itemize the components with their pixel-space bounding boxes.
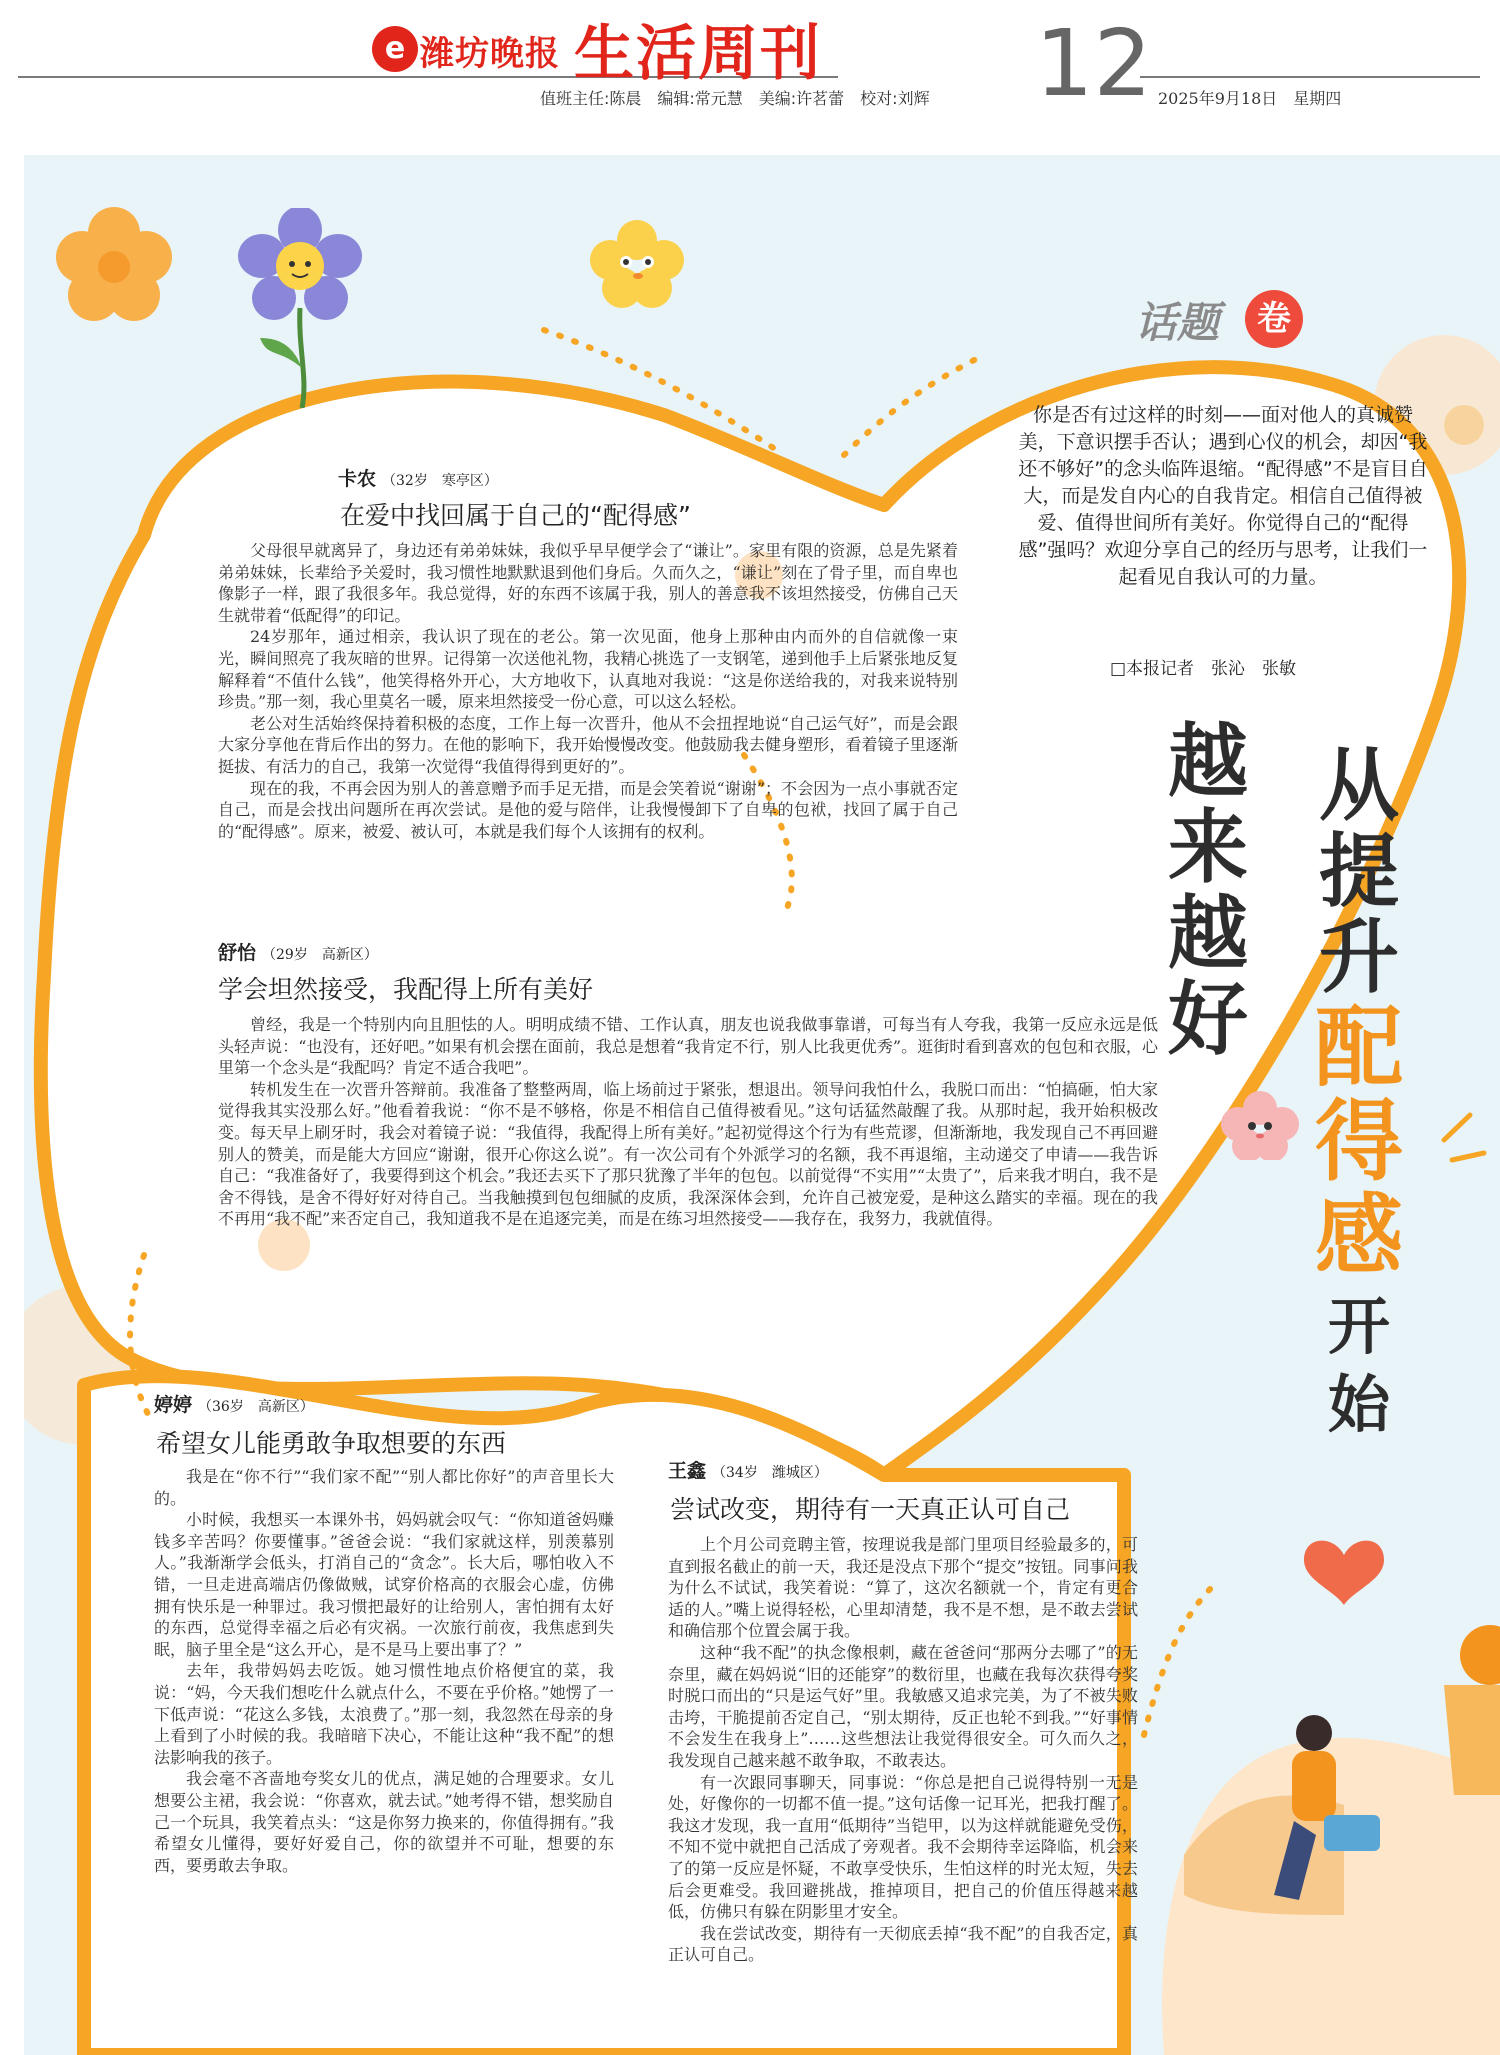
headline-char: 升 [1319, 911, 1399, 1004]
article-paragraph: 有一次跟同事聊天，同事说：“你总是把自己说得特别一无是处，好像你的一切都不值一提。”这句话像一记耳光，把我打醒了。我这才发现，我一直用“低期待”当铠甲，以为这样就能避免受伤，不知不觉中就把自己活成了旁观者。我不会期待幸运降临，机会来了的第一反应是怀疑，不敢享受快乐，生怕这样的时光太短，失去后会更难受。我回避挑战，推掉项目，把自己的价值压得越来越低，仿佛只有躲在阴影里才安全。 [668, 1772, 1138, 1922]
reporter-byline: □本报记者 张沁 张敏 [1110, 659, 1297, 679]
article-paragraph: 曾经，我是一个特别内向且胆怯的人。明明成绩不错、工作认真，朋友也说我做事靠谱，可每当有人夸我，我第一反应永远是低头轻声说：“也没有，还好吧。”如果有机会摆在面前，我总是想着“我肯定不行，别人比我更优秀”。逛街时看到喜欢的包包和衣服，心里第一个念头是“我配吗？肯定不适合我吧”。 [218, 1015, 1158, 1078]
article-paragraph: 父母很早就离异了，身边还有弟弟妹妹，我似乎早早便学会了“谦让”。家里有限的资源，总是先紧着弟弟妹妹，长辈给予关爱时，我习惯性地默默退到他们身后。久而久之，“谦让”刻在了骨子里，而自卑也像影子一样，跟了我很多年。我总觉得，好的东西不该属于我，别人的善意我不该坦然接受，仿佛自己天生就带着“低配得”的印记。 [218, 541, 958, 625]
article-paragraph: 我在尝试改变，期待有一天彻底丢掉“我不配”的自我否定，真正认可自己。 [668, 1923, 1138, 1965]
headline-char: 好 [1168, 973, 1248, 1066]
masthead [0, 0, 1500, 150]
headline-accent-char: 得 [1315, 1090, 1404, 1193]
headline-column-a [1168, 715, 1248, 1066]
article-paragraph: 老公对生活始终保持着积极的态度，工作上每一次晋升，他从不会扭捏地说“自己运气好”，而是会跟大家分享他在背后作出的努力。在他的影响下，我开始慢慢改变。他鼓励我去健身塑形，看着镜子里逐渐挺拔、有活力的自己，我第一次觉得“我值得得到更好的”。 [218, 713, 958, 776]
headline-char: 从 [1319, 739, 1399, 832]
article-body [218, 540, 958, 842]
article-paragraph: 上个月公司竞聘主管，按理说我是部门里项目经验最多的，可直到报名截止的前一天，我还是没点下那个“提交”按钮。同事问我为什么不试试，我笑着说：“算了，这次名额就一个，肯定有更合适的人。”嘴上说得轻松，心里却清楚，我不是不想，是不敢去尝试和确信那个位置会属于我。 [668, 1535, 1138, 1641]
article-paragraph: 我是在“你不行”“我们家不配”“别人都比你好”的声音里长大的。 [154, 1467, 614, 1508]
orange-flower-icon [54, 205, 174, 325]
yellow-flower-icon [590, 218, 685, 308]
headline-accent-char: 感 [1315, 1184, 1404, 1287]
purple-flower-icon [238, 208, 368, 408]
headline-char: 越 [1168, 715, 1248, 808]
page-number: 12 [1035, 10, 1153, 117]
staff-credits: 值班主任:陈晨 编辑:常元慧 美编:许茗蕾 校对:刘辉 [540, 89, 930, 108]
pink-flower-icon [1220, 1090, 1300, 1160]
article-paragraph: 我会毫不吝啬地夸奖女儿的优点，满足她的合理要求。女儿想要公主裙，我会说：“你喜欢，就去试。”她考得不错，想奖励自己一个玩具，我笑着点头：“这是你努力换来的，你值得拥有。”我希望女儿懂得，要好好爱自己，你的欲望并不可耻，想要的东西，要勇敢去争取。 [154, 1769, 614, 1875]
headline-accent-char: 配 [1315, 996, 1404, 1099]
article-title: 希望女儿能勇敢争取想要的东西 [156, 1429, 507, 1458]
article-author: 王鑫 （34岁 潍城区） [668, 1460, 828, 1482]
topic-tag: 话题 [1135, 298, 1220, 347]
article-author: 舒怡 （29岁 高新区） [218, 942, 378, 964]
article-author: 卡农 （32岁 寒亭区） [338, 468, 498, 490]
newspaper-logo-icon: e [372, 26, 418, 72]
headline-column-b [1315, 739, 1404, 1442]
article-paragraph: 24岁那年，通过相亲，我认识了现在的老公。第一次见面，他身上那种由内而外的自信就像一束光，瞬间照亮了我灰暗的世界。记得第一次送他礼物，我精心挑选了一支钢笔，递到他手上后紧张地反复解释着“不值什么钱”，他笑得格外开心，大方地收下，认真地对我说：“这是你送给我的，对我来说特别珍贵。”那一刻，我心里莫名一暖，原来坦然接受一份心意，可以这么轻松。 [218, 627, 958, 712]
article-body [154, 1466, 614, 1876]
headline-char: 提 [1319, 825, 1399, 918]
headline-char: 越 [1168, 887, 1248, 980]
article-paragraph: 这种“我不配”的执念像根刺，藏在爸爸问“那两分去哪了”的无奈里，藏在妈妈说“旧的还能穿”的数衍里，也藏在我每次获得夸奖时脱口而出的“只是运气好”里。我敏感又追求完美，为了不被失败击垮，干脆提前否定自己，“别太期待，反正也轮不到我。”“好事情不会发生在我身上”……这些想法让我觉得很安全。可久而久之，我发现自己越来越不敢争取，不敢表达。 [668, 1642, 1138, 1770]
article-body [218, 1014, 1158, 1230]
article-paragraph: 去年，我带妈妈去吃饭。她习惯性地点价格便宜的菜，我说：“妈，今天我们想吃什么就点什么，不要在乎价格。”她愣了一下低声说：“花这么多钱，太浪费了。”那一刻，我忽然在母亲的身上看到了小时候的我。我暗暗下决心，不能让这种“我不配”的想法影响我的孩子。 [154, 1661, 614, 1767]
article-paragraph: 小时候，我想买一本课外书，妈妈就会叹气：“你知道爸妈赚钱多辛苦吗？你要懂事。”爸爸会说：“我们家就这样，别羡慕别人。”我渐渐学会低头，打消自己的“贪念”。长大后，哪怕收入不错，一旦走进高端店仍像做贼，试穿价格高的衣服会心虚，仿佛拥有快乐是一种罪过。我习惯把最好的让给别人，害怕拥有太好的东西，总觉得幸福之后必有灾祸。一次旅行前夜，我焦虑到失眠，脑子里全是“这么开心，是不是马上要出事了？” [154, 1510, 614, 1659]
headline-char: 始 [1328, 1368, 1391, 1441]
article-paragraph: 现在的我，不再会因为别人的善意赠予而手足无措，而是会笑着说“谢谢”；不会因为一点小事就否定自己，而是会找出问题所在再次尝试。是他的爱与陪伴，让我慢慢卸下了自卑的包袱，找回了属于自己的“配得感”。原来，被爱、被认可，本就是我们每个人该拥有的权利。 [218, 778, 958, 841]
article-title: 在爱中找回属于自己的“配得感” [340, 501, 691, 530]
topic-badge: 卷 [1245, 290, 1303, 348]
headline-char: 来 [1168, 801, 1248, 894]
headline-char: 开 [1328, 1290, 1391, 1363]
newspaper-name: 潍坊晚报 [420, 34, 560, 74]
article-author: 婷婷 （36岁 高新区） [154, 1394, 314, 1416]
section-title: 生活周刊 [574, 19, 822, 89]
article-title: 学会坦然接受，我配得上所有美好 [218, 975, 594, 1004]
topic-intro: 你是否有过这样的时刻——面对他人的真诚赞美，下意识摆手否认；遇到心仪的机会，却因“我还不够好”的念头临阵退缩。“配得感”不是盲目自大，而是发自内心的自我肯定。相信自己值得被爱、值得世间所有美好。你觉得自己的“配得感”强吗？欢迎分享自己的经历与思考，让我们一起看见自我认可的力量。 [1018, 404, 1428, 588]
article-body [668, 1534, 1138, 1966]
article-title: 尝试改变，期待有一天真正认可自己 [670, 1495, 1071, 1524]
article-paragraph: 转机发生在一次晋升答辩前。我准备了整整两周，临上场前过于紧张，想退出。领导问我怕什么，我脱口而出：“怕搞砸，怕大家觉得我其实没那么好。”他看着我说：“你不是不够格，你是不相信自己值得被看见。”这句话猛然敲醒了我。从那时起，我开始积极改变。每天早上刷牙时，我会对着镜子说：“我值得，我配得上所有美好。”起初觉得这个行为有些荒谬，但渐渐地，我发现自己不再回避别人的赞美，而是能大方回应“谢谢，很开心你这么说”。有一次公司有个外派学习的名额，我不再退缩，主动递交了申请——我告诉自己：“我准备好了，我要得到这个机会。”我还去买下了那只犹豫了半年的包包。以前觉得“不实用”“太贵了”，后来我才明白，我不是舍不得钱，是舍不得好好对待自己。当我触摸到包包细腻的皮质，我深深体会到，允许自己被宠爱，是种这么踏实的幸福。现在的我不再用“我不配”来否定自己，我知道我不是在追逐完美，而是在练习坦然接受——我存在，我努力，我就值得。 [218, 1079, 1158, 1229]
issue-date: 2025年9月18日 星期四 [1158, 89, 1342, 108]
masthead-rule [1140, 76, 1480, 78]
